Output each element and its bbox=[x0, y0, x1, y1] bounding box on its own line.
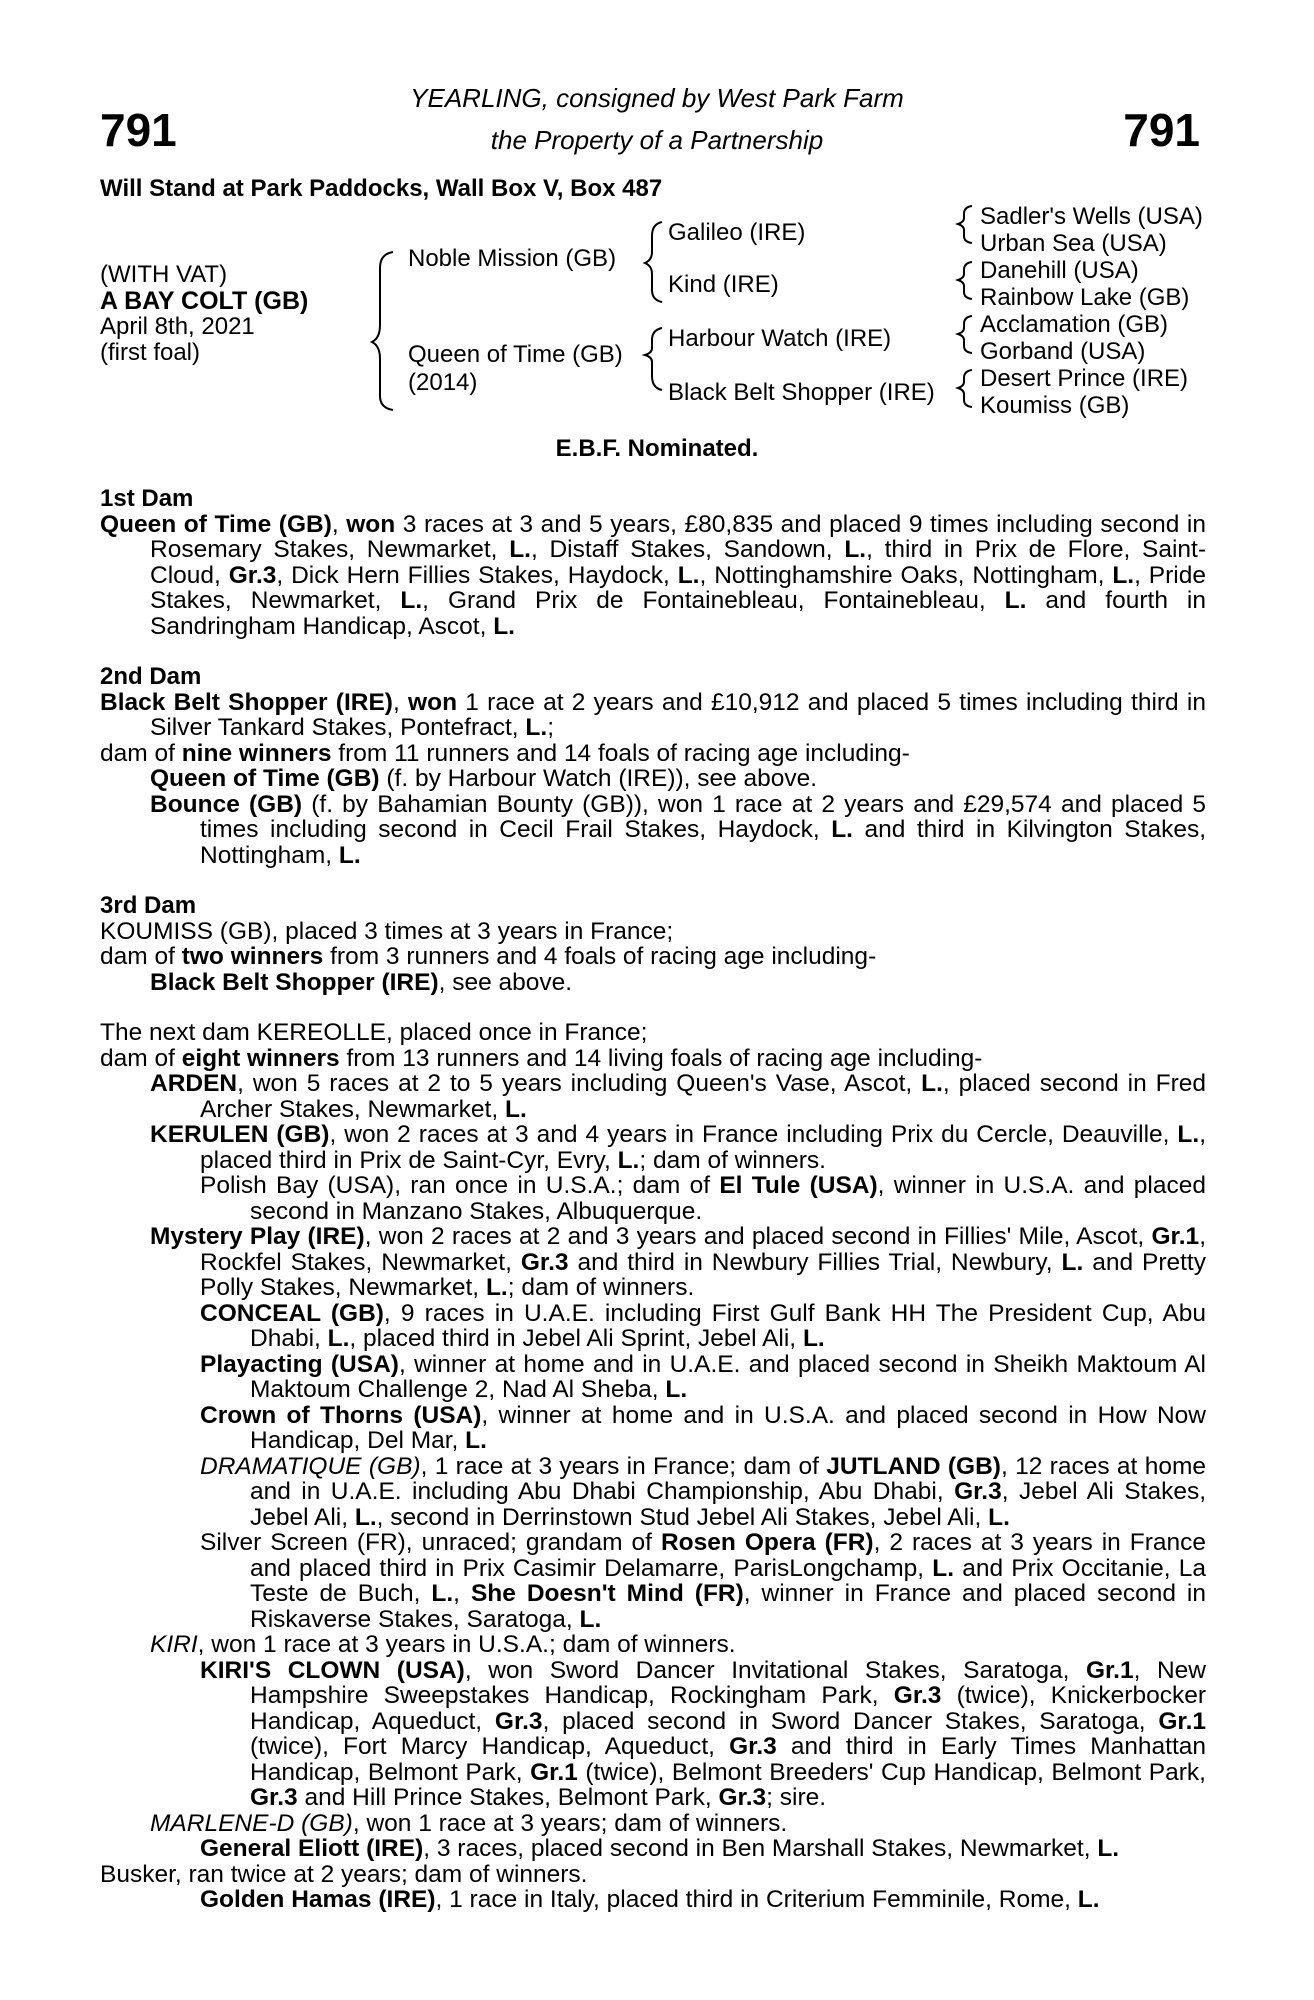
text-run: Gr.1 bbox=[1085, 1656, 1134, 1684]
pedigree-dds: Desert Prince (IRE) bbox=[980, 365, 1189, 392]
pedigree-ssd: Urban Sea (USA) bbox=[980, 230, 1167, 257]
text-run: ARDEN bbox=[150, 1070, 238, 1097]
produce-kiri bbox=[100, 1632, 1206, 1658]
pedigree-sdd: Rainbow Lake (GB) bbox=[980, 284, 1190, 311]
text-run: and fourth in Sandringham Handicap, Ascot, bbox=[150, 587, 1206, 640]
text-run: , 1 race at 3 years in France; dam of bbox=[420, 1452, 827, 1480]
text-run: Gr.3 bbox=[520, 1248, 569, 1276]
text-run: , Dick Hern Fillies Stakes, Haydock, bbox=[276, 561, 678, 589]
text-run: Gr.3 bbox=[250, 1784, 298, 1811]
text-run: two winners bbox=[181, 943, 324, 970]
text-run: won bbox=[408, 688, 458, 716]
text-run: KOUMISS (GB), placed 3 times at 3 years in France; bbox=[100, 917, 674, 945]
text-run: from 13 runners and 14 living foals of racing age including- bbox=[339, 1044, 983, 1072]
produce-polish-bay bbox=[100, 1173, 1206, 1224]
text-run: CONCEAL (GB) bbox=[200, 1299, 384, 1327]
text-run: and third in Newbury Fillies Trial, Newbury, bbox=[568, 1248, 1062, 1276]
pedigree-sire: Noble Mission (GB) bbox=[408, 245, 617, 272]
text-run: Gr.1 bbox=[1158, 1707, 1207, 1735]
produce-kiris-clown bbox=[100, 1658, 1206, 1811]
pedigree-sire-sire: Galileo (IRE) bbox=[668, 219, 806, 246]
text-run: KERULEN (GB) bbox=[150, 1121, 330, 1148]
text-run: Gr.3 bbox=[954, 1478, 1002, 1505]
third-dam-heading: 3rd Dam bbox=[100, 892, 197, 919]
text-run: from 3 runners and 4 foals of racing age including- bbox=[323, 943, 877, 970]
produce-crown-of-thorns bbox=[100, 1403, 1206, 1454]
third-dam-produce-summary bbox=[100, 944, 1206, 970]
text-run: dam of bbox=[100, 739, 182, 767]
text-run: L. bbox=[988, 1503, 1010, 1531]
text-run: Gr.3 bbox=[729, 1733, 777, 1760]
text-run: Bounce (GB) bbox=[150, 790, 303, 818]
second-dam-produce-summary bbox=[100, 741, 1206, 767]
text-run: , New Hampshire Sweepstakes Handicap, Rockingham Park, bbox=[250, 1656, 1206, 1709]
text-run: Gr.1 bbox=[1151, 1223, 1200, 1250]
text-run: , Jebel Ali Stakes, Jebel Ali, bbox=[250, 1478, 1206, 1531]
stand-location: Will Stand at Park Paddocks, Wall Box V, Box 487 bbox=[100, 175, 663, 202]
next-dam-produce-summary bbox=[100, 1046, 1206, 1072]
text-run: L. bbox=[1004, 587, 1027, 614]
text-run: DRAMATIQUE (GB) bbox=[200, 1452, 421, 1480]
produce-silver-screen bbox=[100, 1530, 1206, 1632]
text-run: eight winners bbox=[181, 1044, 340, 1072]
text-run: dam of bbox=[100, 943, 182, 970]
pedigree-sire-dam: Kind (IRE) bbox=[668, 271, 779, 298]
produce-mystery-play bbox=[100, 1224, 1206, 1301]
text-run: MARLENE-D (GB) bbox=[150, 1809, 353, 1837]
text-run: , 12 races at home and in U.A.E. including Abu Dhabi Championship, Abu Dhabi, bbox=[250, 1452, 1206, 1505]
text-run: KIRI'S CLOWN (USA) bbox=[200, 1656, 465, 1684]
text-run: , won Sword Dancer Invitational Stakes, Saratoga, bbox=[464, 1656, 1086, 1684]
catalogue-body bbox=[100, 486, 1206, 1913]
text-run: L. bbox=[579, 1605, 602, 1633]
text-run: , won 5 races at 2 to 5 years including Queen's Vase, Ascot, bbox=[237, 1070, 922, 1097]
pedigree-dsd: Gorband (USA) bbox=[980, 338, 1146, 365]
produce-bounce bbox=[100, 792, 1206, 869]
pedigree-dss: Acclamation (GB) bbox=[980, 311, 1169, 338]
produce-kerulen bbox=[100, 1122, 1206, 1173]
text-run: L. bbox=[617, 1146, 640, 1174]
next-dam-entry bbox=[100, 1020, 1206, 1046]
vat-note: (WITH VAT) bbox=[100, 261, 228, 288]
text-run: Gr.1 bbox=[530, 1758, 578, 1786]
third-dam-entry bbox=[100, 919, 1206, 945]
pedigree-ddd: Koumiss (GB) bbox=[980, 392, 1130, 419]
consignor-line: YEARLING, consigned by West Park Farm bbox=[410, 83, 904, 113]
text-run: L. bbox=[844, 536, 867, 563]
text-run: Playacting (USA) bbox=[200, 1350, 399, 1378]
text-run: and third in Kilvington Stakes, Nottingham, bbox=[200, 816, 1206, 869]
text-run: L. bbox=[525, 714, 548, 741]
text-run: Black Belt Shopper (IRE) bbox=[100, 688, 393, 716]
second-dam-entry bbox=[100, 690, 1206, 741]
text-run: , Rockfel Stakes, Newmarket, bbox=[200, 1223, 1206, 1276]
text-run: L. bbox=[1112, 561, 1135, 589]
text-run: (twice), Fort Marcy Handicap, Aqueduct, bbox=[250, 1733, 730, 1760]
text-run: , see above. bbox=[438, 968, 573, 996]
produce-conceal bbox=[100, 1301, 1206, 1352]
text-run: ; dam of winners. bbox=[639, 1146, 826, 1174]
property-line: the Property of a Partnership bbox=[490, 125, 824, 155]
text-run: Golden Hamas (IRE) bbox=[200, 1886, 436, 1913]
produce-dramatique bbox=[100, 1454, 1206, 1531]
date-of-birth: April 8th, 2021 bbox=[100, 313, 255, 340]
text-run: L. bbox=[485, 1274, 508, 1301]
text-run: L. bbox=[921, 1070, 943, 1097]
text-run: Polish Bay (USA), ran once in U.S.A.; dam of bbox=[200, 1172, 720, 1199]
text-run: dam of bbox=[100, 1044, 182, 1072]
text-run: Queen of Time (GB) bbox=[150, 765, 380, 792]
text-run: nine winners bbox=[181, 739, 332, 767]
text-run: , bbox=[331, 510, 347, 538]
produce-golden-hamas bbox=[100, 1887, 1206, 1913]
text-run: , third in Prix de Flore, Saint-Cloud, bbox=[150, 536, 1206, 589]
text-run: JUTLAND (GB) bbox=[826, 1452, 1001, 1480]
text-run: , Nottinghamshire Oaks, Nottingham, bbox=[699, 561, 1113, 589]
pedigree-dam-dam: Black Belt Shopper (IRE) bbox=[668, 379, 935, 406]
first-dam-heading: 1st Dam bbox=[100, 485, 194, 512]
text-run: L. bbox=[327, 1325, 350, 1352]
text-run: and Prix Occitanie, La Teste de Buch, bbox=[250, 1554, 1207, 1607]
ebf-nominated: E.B.F. Nominated. bbox=[555, 435, 759, 462]
produce-black-belt-shopper bbox=[100, 970, 1206, 996]
text-run: (f. by Harbour Watch (IRE)), see above. bbox=[379, 765, 818, 792]
pedigree-dam: Queen of Time (GB) bbox=[408, 341, 623, 368]
text-run: L. bbox=[1077, 1886, 1100, 1913]
produce-queen-of-time bbox=[100, 766, 1206, 792]
text-run: , 2 races at 3 years in France and placed third in Prix Casimir Delamarre, ParisLongchamp, bbox=[250, 1529, 1206, 1582]
text-run: Black Belt Shopper (IRE) bbox=[150, 968, 439, 996]
produce-busker bbox=[100, 1862, 1206, 1888]
text-run: (twice), Belmont Breeders' Cup Handicap, Belmont Park, bbox=[577, 1758, 1206, 1786]
text-run: ; sire. bbox=[766, 1784, 827, 1811]
text-run: L. bbox=[932, 1554, 955, 1582]
text-run: L. bbox=[338, 841, 361, 869]
text-run: Queen of Time (GB) bbox=[100, 510, 332, 538]
text-run: ; bbox=[547, 714, 554, 741]
text-run: , placed third in Prix de Saint-Cyr, Evry, bbox=[200, 1121, 1207, 1174]
text-run: , won 2 races at 2 and 3 years and placed second in Fillies' Mile, Ascot, bbox=[364, 1223, 1152, 1250]
text-run: L. bbox=[509, 536, 531, 563]
text-run: L. bbox=[465, 1427, 487, 1454]
text-run: , placed second in Sword Dancer Stakes, Saratoga, bbox=[542, 1707, 1159, 1735]
text-run: El Tule (USA) bbox=[719, 1172, 878, 1199]
text-run: , Grand Prix de Fontainebleau, Fontainebleau, bbox=[422, 587, 1005, 614]
pedigree-dam-sire: Harbour Watch (IRE) bbox=[668, 325, 892, 352]
text-run: ; dam of winners. bbox=[507, 1274, 695, 1301]
text-run: , won 1 race at 3 years; dam of winners. bbox=[352, 1809, 788, 1837]
text-run: Busker, ran twice at 2 years; dam of winners. bbox=[100, 1860, 588, 1888]
pedigree-sss: Sadler's Wells (USA) bbox=[980, 203, 1203, 230]
text-run: , placed third in Jebel Ali Sprint, Jebel Ali, bbox=[349, 1325, 803, 1352]
text-run: L. bbox=[400, 587, 423, 614]
text-run: , bbox=[453, 1580, 471, 1607]
text-run: , winner at home and in U.S.A. and placed second in How Now Handicap, Del Mar, bbox=[250, 1401, 1206, 1454]
lot-number-left: 791 bbox=[100, 104, 177, 156]
text-run: L. bbox=[1177, 1121, 1200, 1148]
second-dam-heading: 2nd Dam bbox=[100, 663, 202, 690]
lot-number-right: 791 bbox=[1123, 104, 1200, 156]
text-run: 3 races at 3 and 5 years, £80,835 and placed 9 times including second in Rosemary Stakes, Newmarket, bbox=[150, 510, 1207, 563]
text-run: Gr.3 bbox=[494, 1707, 543, 1735]
text-run: , 9 races in U.A.E. including First Gulf Bank HH The President Cup, Abu Dhabi, bbox=[250, 1299, 1206, 1352]
text-run: (twice), Knickerbocker Handicap, Aqueduct, bbox=[250, 1682, 1206, 1735]
text-run: from 11 runners and 14 foals of racing age including- bbox=[331, 739, 910, 767]
text-run: Gr.3 bbox=[228, 561, 277, 589]
text-run: L. bbox=[354, 1503, 377, 1531]
produce-marlene-d bbox=[100, 1811, 1206, 1837]
text-run: L. bbox=[802, 1325, 825, 1352]
text-run: , placed second in Fred Archer Stakes, Newmarket, bbox=[200, 1070, 1207, 1123]
text-run: General Eliott (IRE) bbox=[200, 1835, 424, 1862]
text-run: , bbox=[392, 688, 409, 716]
text-run: Crown of Thorns (USA) bbox=[200, 1401, 482, 1429]
text-run: Mystery Play (IRE) bbox=[150, 1223, 365, 1250]
text-run: , Pride Stakes, Newmarket, bbox=[150, 561, 1206, 614]
text-run: KIRI bbox=[150, 1631, 198, 1658]
pedigree-dam-year: (2014) bbox=[408, 369, 478, 396]
text-run: The next dam KEREOLLE, placed once in France; bbox=[100, 1019, 648, 1046]
text-run: Gr.3 bbox=[718, 1784, 767, 1811]
text-run: and Hill Prince Stakes, Belmont Park, bbox=[297, 1784, 719, 1811]
text-run: , 1 race in Italy, placed third in Criterium Femminile, Rome, bbox=[435, 1886, 1078, 1913]
foal-note: (first foal) bbox=[100, 339, 201, 366]
text-run: and Pretty Polly Stakes, Newmarket, bbox=[200, 1248, 1206, 1301]
text-run: , second in Derrinstown Stud Jebel Ali Stakes, Jebel Ali, bbox=[376, 1503, 989, 1531]
text-run: , 3 races, placed second in Ben Marshall Stakes, Newmarket, bbox=[423, 1835, 1098, 1862]
text-run: She Doesn't Mind (FR) bbox=[470, 1580, 744, 1607]
text-run: L. bbox=[504, 1095, 527, 1123]
text-run: Silver Screen (FR), unraced; grandam of bbox=[200, 1529, 661, 1556]
text-run: Gr.3 bbox=[893, 1682, 942, 1709]
text-run: , won 1 race at 3 years in U.S.A.; dam of winners. bbox=[197, 1631, 736, 1658]
text-run: (f. by Bahamian Bounty (GB)), won 1 race at 2 years and £29,574 and placed 5 times including second in Cecil Frail Stakes, Haydock, bbox=[200, 790, 1206, 843]
text-run: and third in Early Times Manhattan Handicap, Belmont Park, bbox=[250, 1733, 1206, 1786]
produce-playacting bbox=[100, 1352, 1206, 1403]
produce-arden bbox=[100, 1071, 1206, 1122]
text-run: , Distaff Stakes, Sandown, bbox=[530, 536, 845, 563]
text-run: , winner in France and placed second in Riskaverse Stakes, Saratoga, bbox=[250, 1580, 1206, 1633]
text-run: , winner at home and in U.A.E. and placed second in Sheikh Maktoum Al Maktoum Challenge 2, Nad Al Sheba, bbox=[250, 1350, 1206, 1403]
text-run: L. bbox=[493, 612, 515, 640]
text-run: L. bbox=[831, 816, 853, 843]
text-run: L. bbox=[431, 1580, 454, 1607]
produce-general-eliott bbox=[100, 1836, 1206, 1862]
text-run: L. bbox=[1061, 1248, 1084, 1276]
text-run: , winner in U.S.A. and placed second in Manzano Stakes, Albuquerque. bbox=[250, 1172, 1206, 1225]
text-run: 1 race at 2 years and £10,912 and placed 5 times including third in Silver Tankard Stakes, Pontefract, bbox=[150, 688, 1207, 741]
text-run: , won 2 races at 3 and 4 years in France including Prix du Cercle, Deauville, bbox=[329, 1121, 1178, 1148]
text-run: L. bbox=[677, 561, 700, 589]
first-dam-entry bbox=[100, 512, 1206, 640]
text-run: L. bbox=[665, 1376, 688, 1403]
pedigree-sds: Danehill (USA) bbox=[980, 257, 1139, 284]
text-run: L. bbox=[1097, 1835, 1120, 1862]
text-run: Rosen Opera (FR) bbox=[660, 1529, 874, 1556]
horse-name: A BAY COLT (GB) bbox=[100, 287, 309, 315]
text-run: won bbox=[346, 510, 396, 538]
